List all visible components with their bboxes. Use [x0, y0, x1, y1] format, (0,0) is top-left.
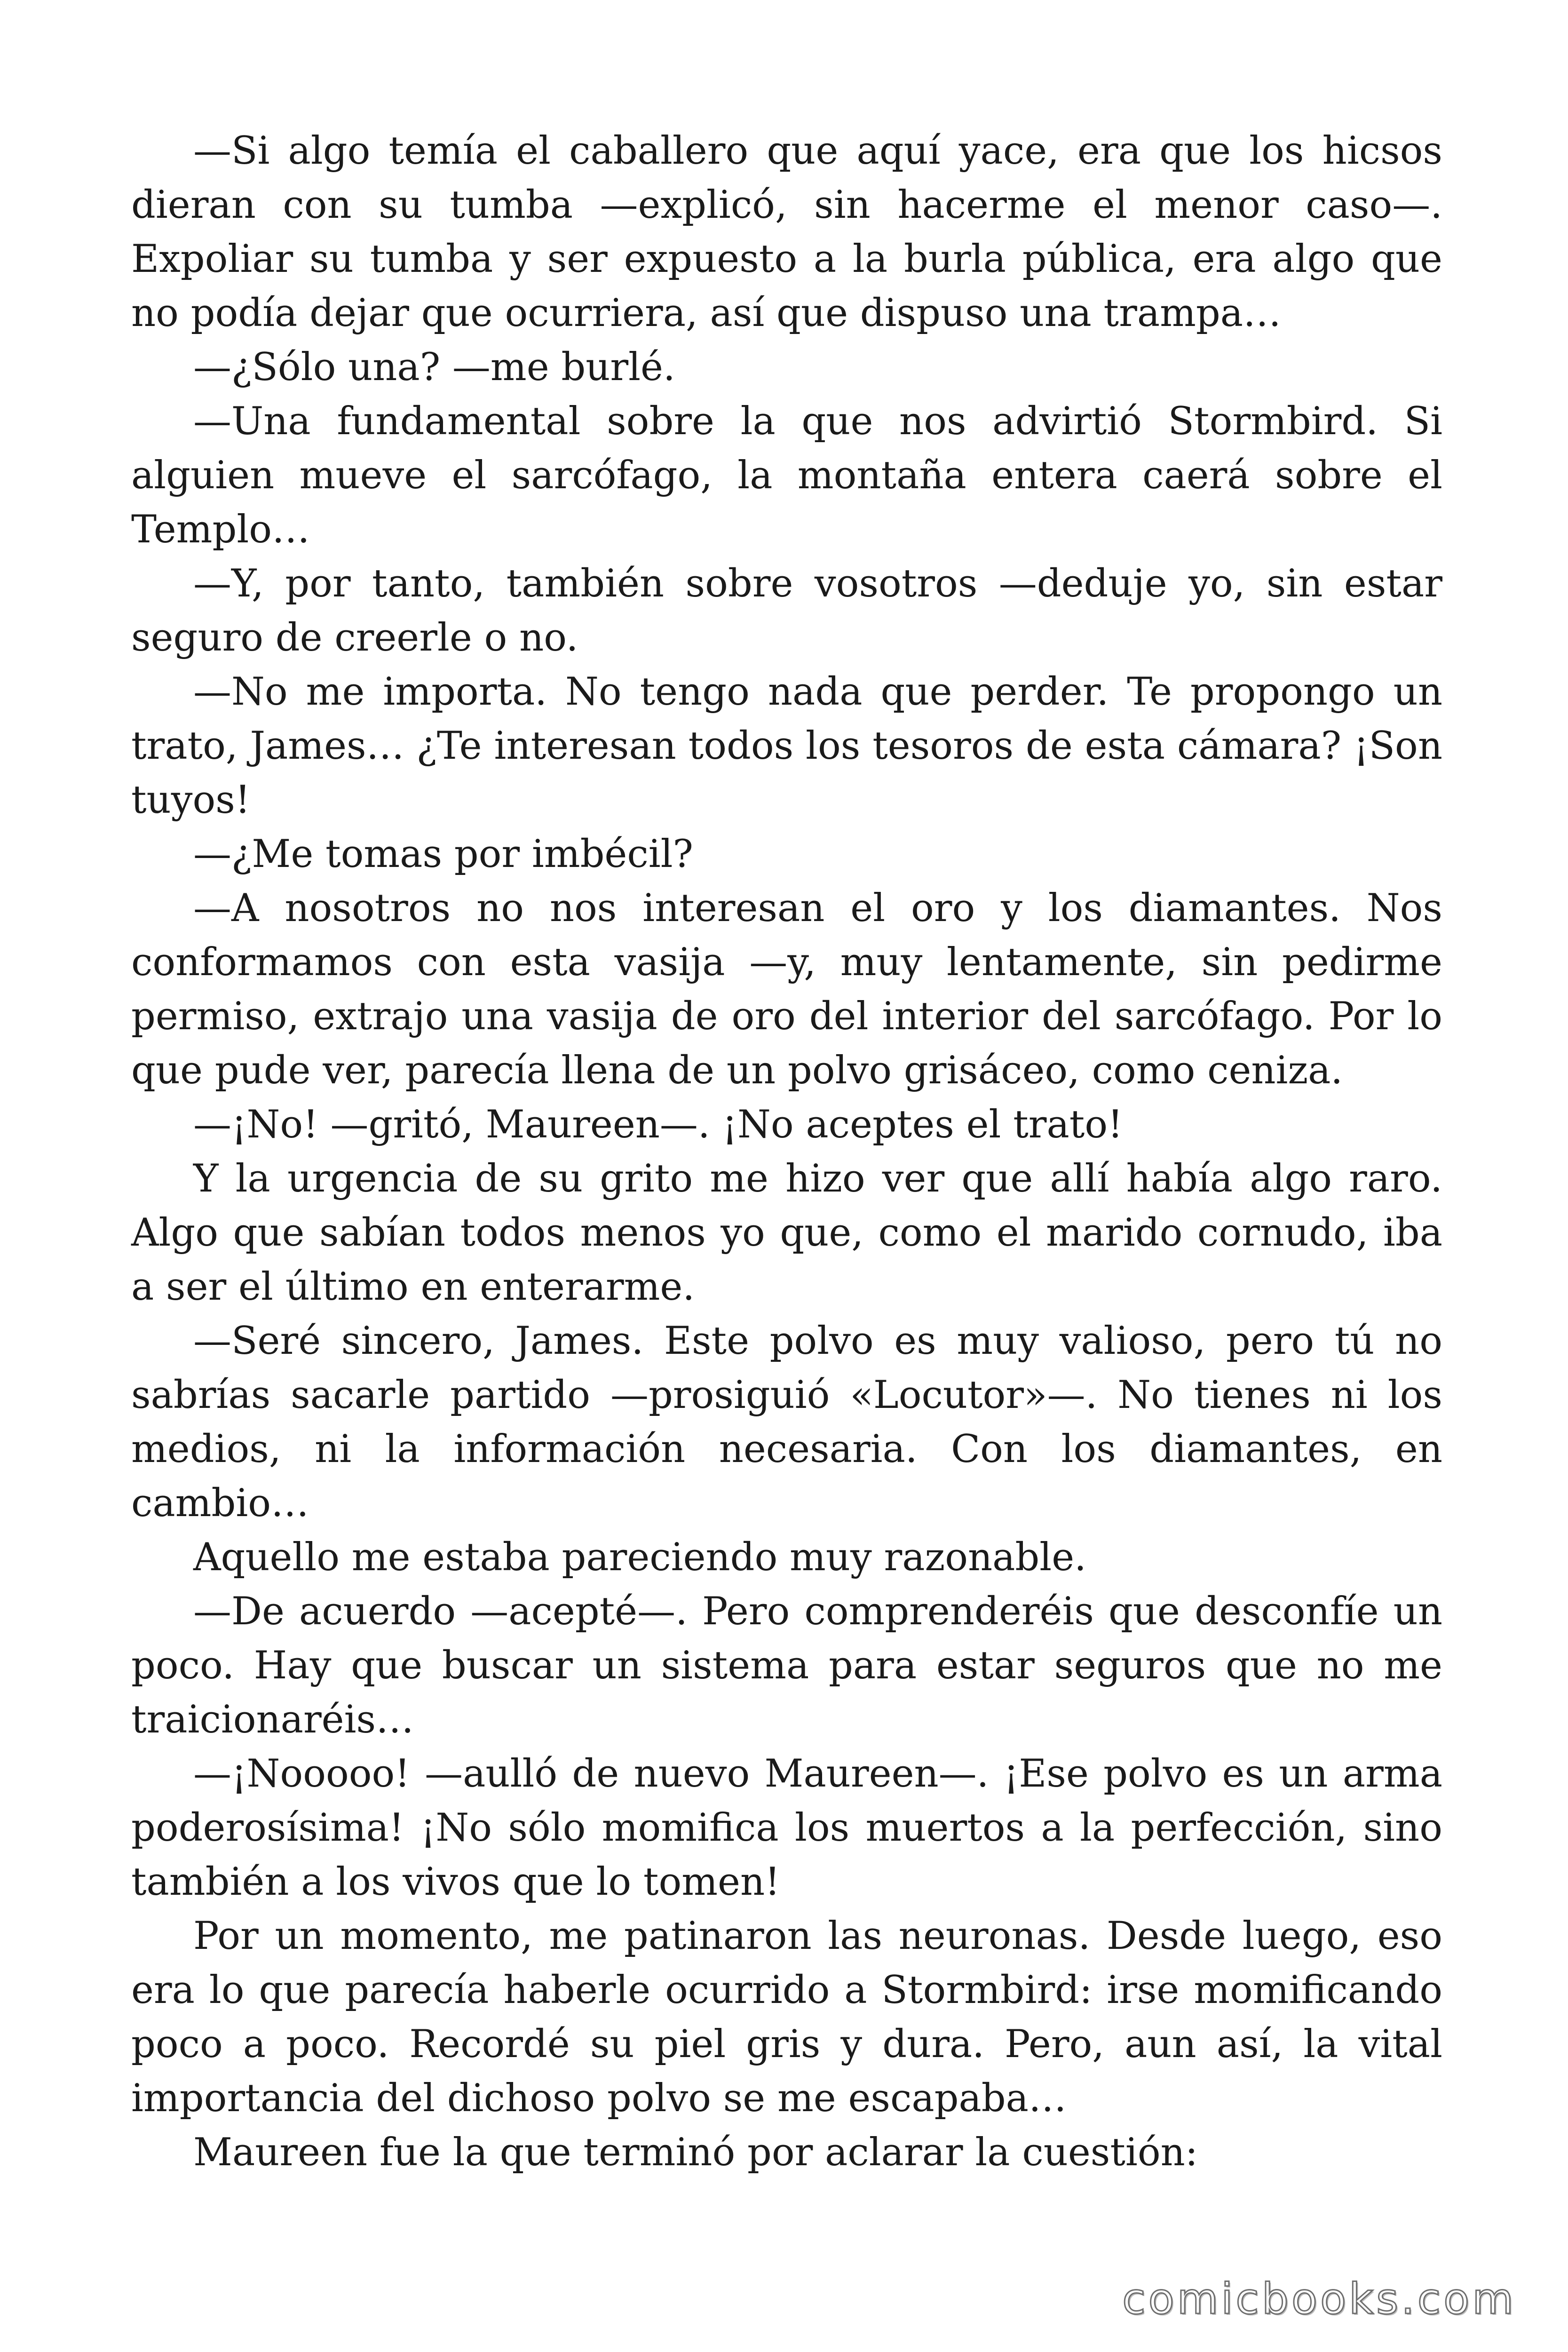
paragraph: —No me importa. No tengo nada que perder. Te propongo un trato, James… ¿Te interesan todos los tesoros de esta cámara? ¡Son tuyos! — [131, 670, 1442, 822]
paragraph: —A nosotros no nos interesan el oro y los diamantes. Nos conformamos con esta vasija —y, muy lentamente, sin pedirme permiso, extrajo una vasija de oro del interior del sarcófago. Por lo que pude ver, parecía llena de un polvo grisáceo, como ceniza. — [131, 886, 1442, 1093]
paragraph: —Seré sincero, James. Este polvo es muy valioso, pero tú no sabrías sacarle partido —prosiguió «Locutor»—. No tienes ni los medios, ni la información necesaria. Con los diamantes, en cambio… — [131, 1319, 1442, 1526]
paragraph: —Y, por tanto, también sobre vosotros —deduje yo, sin estar seguro de creerle o no. — [131, 562, 1442, 660]
body-text — [131, 124, 1442, 2180]
paragraph: —¿Sólo una? —me burlé. — [193, 345, 675, 389]
watermark-logo: comicbooks.com — [1122, 2274, 1516, 2324]
paragraph: —¡Nooooo! —aulló de nuevo Maureen—. ¡Ese polvo es un arma poderosísima! ¡No sólo momifica los muertos a la perfección, sino también a los vivos que lo tomen! — [131, 1752, 1442, 1904]
paragraph: —De acuerdo —acepté—. Pero comprenderéis que desconfíe un poco. Hay que buscar un sistema para estar seguros que no me traicionaréis… — [131, 1589, 1442, 1742]
paragraph: —Una fundamental sobre la que nos advirtió Stormbird. Si alguien mueve el sarcófago, la montaña entera caerá sobre el Templo… — [131, 399, 1442, 552]
paragraph: Maureen fue la que terminó por aclarar la cuestión: — [193, 2130, 1198, 2175]
paragraph: Aquello me estaba pareciendo muy razonable. — [193, 1535, 1086, 1580]
paragraph: —¿Me tomas por imbécil? — [193, 832, 693, 876]
paragraph: Por un momento, me patinaron las neuronas. Desde luego, eso era lo que parecía haberle ocurrido a Stormbird: irse momificando poco a poco. Recordé su piel gris y dura. Pero, aun así, la vital importancia del dichoso polvo se me escapaba… — [131, 1914, 1442, 2121]
paragraph: —¡No! —gritó, Maureen—. ¡No aceptes el trato! — [193, 1103, 1123, 1147]
paragraph: —Si algo temía el caballero que aquí yace, era que los hicsos dieran con su tumba —explicó, sin hacerme el menor caso—. Expoliar su tumba y ser expuesto a la burla pública, era algo que no podía dejar que ocurriera, así que dispuso una trampa… — [131, 129, 1442, 335]
paragraph: Y la urgencia de su grito me hizo ver que allí había algo raro. Algo que sabían todos menos yo que, como el marido cornudo, iba a ser el último en enterarme. — [131, 1157, 1442, 1309]
